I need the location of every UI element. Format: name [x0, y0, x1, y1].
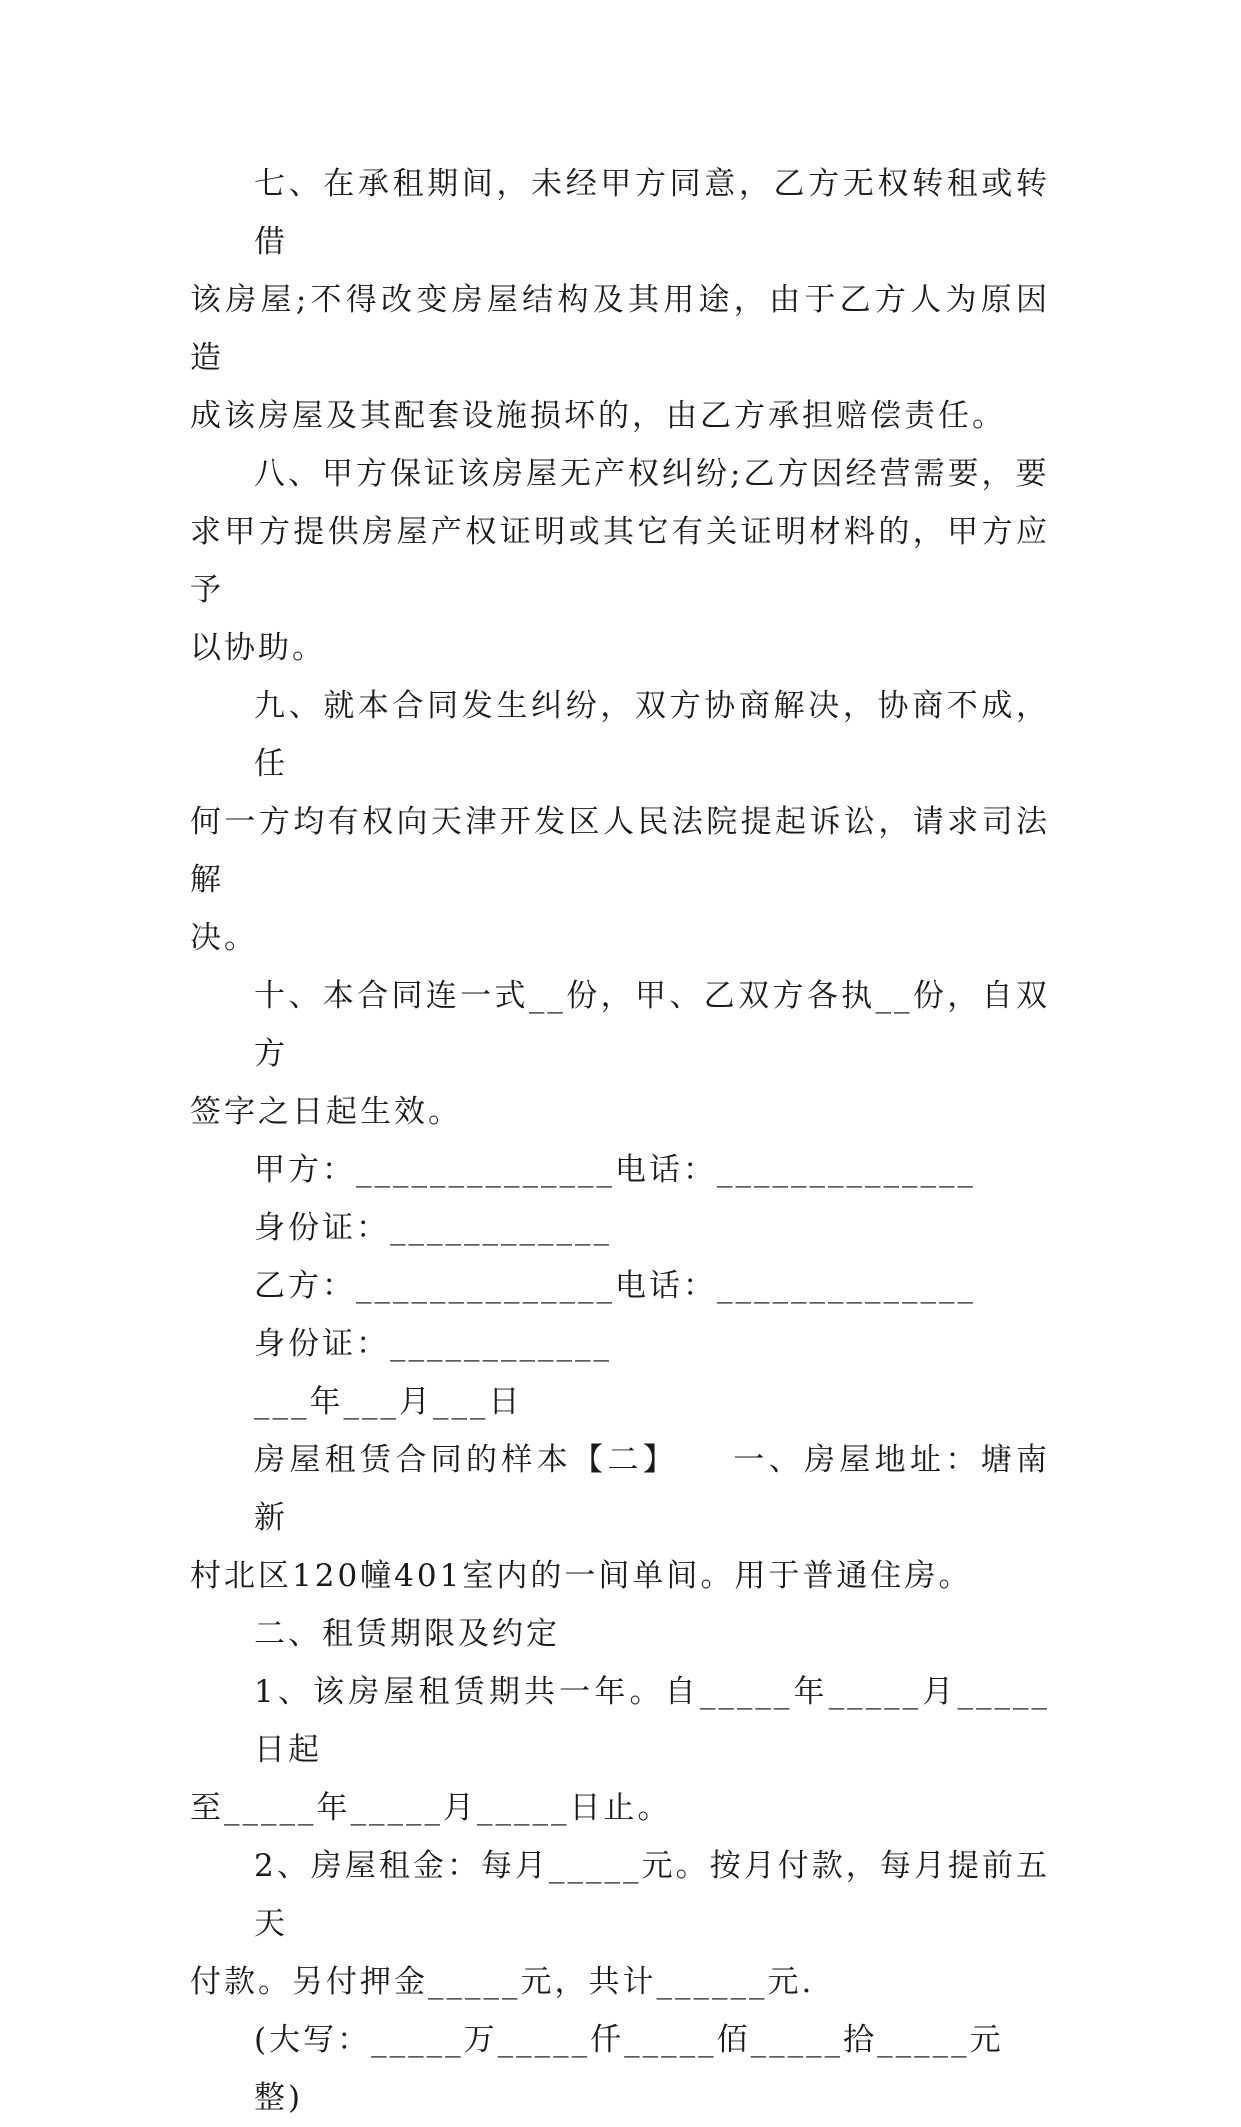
clause-9-line-3: 决。: [190, 920, 258, 956]
clause-7-line-2: 该房屋;不得改变房屋结构及其用途，由于乙方人为原因造: [190, 282, 1050, 376]
clause-10-line-1: 十、本合同连一式__份，甲、乙双方各执__份，自双方: [254, 978, 1050, 1072]
party-a-line: 甲方：______________电话：______________: [254, 1152, 976, 1188]
clause-10: [190, 967, 1050, 1141]
clause-10-line-2: 签字之日起生效。: [190, 1094, 462, 1130]
party-a-id-line: 身份证：____________: [254, 1210, 612, 1246]
signature-block: [190, 1141, 1050, 1431]
item-2-caps: [190, 2011, 1050, 2127]
item-1: [190, 1663, 1050, 1837]
clause-8-line-1: 八、甲方保证该房屋无产权纠纷;乙方因经营需要，要: [254, 456, 1050, 492]
item-1-line-1: 1、该房屋租赁期共一年。自_____年_____月_____日起: [254, 1674, 1050, 1768]
document-page: [190, 155, 1050, 2127]
clause-9-line-2: 何一方均有权向天津开发区人民法院提起诉讼，请求司法解: [190, 804, 1050, 898]
clause-9: [190, 677, 1050, 967]
sample-2-line-2: 村北区120幢401室内的一间单间。用于普通住房。: [190, 1558, 973, 1594]
clause-8-line-3: 以协助。: [190, 630, 326, 666]
clause-7-line-3: 成该房屋及其配套设施损坏的，由乙方承担赔偿责任。: [190, 398, 1006, 434]
item-2: [190, 1837, 1050, 2011]
clause-7: [190, 155, 1050, 445]
sample-2-line-1: 房屋租赁合同的样本【二】 一、房屋地址：塘南新: [254, 1442, 1050, 1536]
item-2-caps-line: (大写：_____万_____仟_____佰_____拾_____元整): [254, 2022, 1004, 2116]
item-1-line-2: 至_____年_____月_____日止。: [190, 1790, 672, 1826]
party-b-line: 乙方：______________电话：______________: [254, 1268, 976, 1304]
clause-9-line-1: 九、就本合同发生纠纷，双方协商解决，协商不成，任: [254, 688, 1050, 782]
clause-8: [190, 445, 1050, 677]
date-line: ___年___月___日: [254, 1384, 523, 1420]
section-2: [190, 1605, 1050, 1663]
item-2-line-1: 2、房屋租金：每月_____元。按月付款，每月提前五天: [254, 1848, 1050, 1942]
clause-8-line-2: 求甲方提供房屋产权证明或其它有关证明材料的，甲方应予: [190, 514, 1050, 608]
section-2-title: 二、租赁期限及约定: [254, 1616, 560, 1652]
party-b-id-line: 身份证：____________: [254, 1326, 612, 1362]
item-2-line-2: 付款。另付押金_____元，共计______元.: [190, 1964, 815, 2000]
clause-7-line-1: 七、在承租期间，未经甲方同意，乙方无权转租或转借: [254, 166, 1050, 260]
sample-2-heading: [190, 1431, 1050, 1605]
